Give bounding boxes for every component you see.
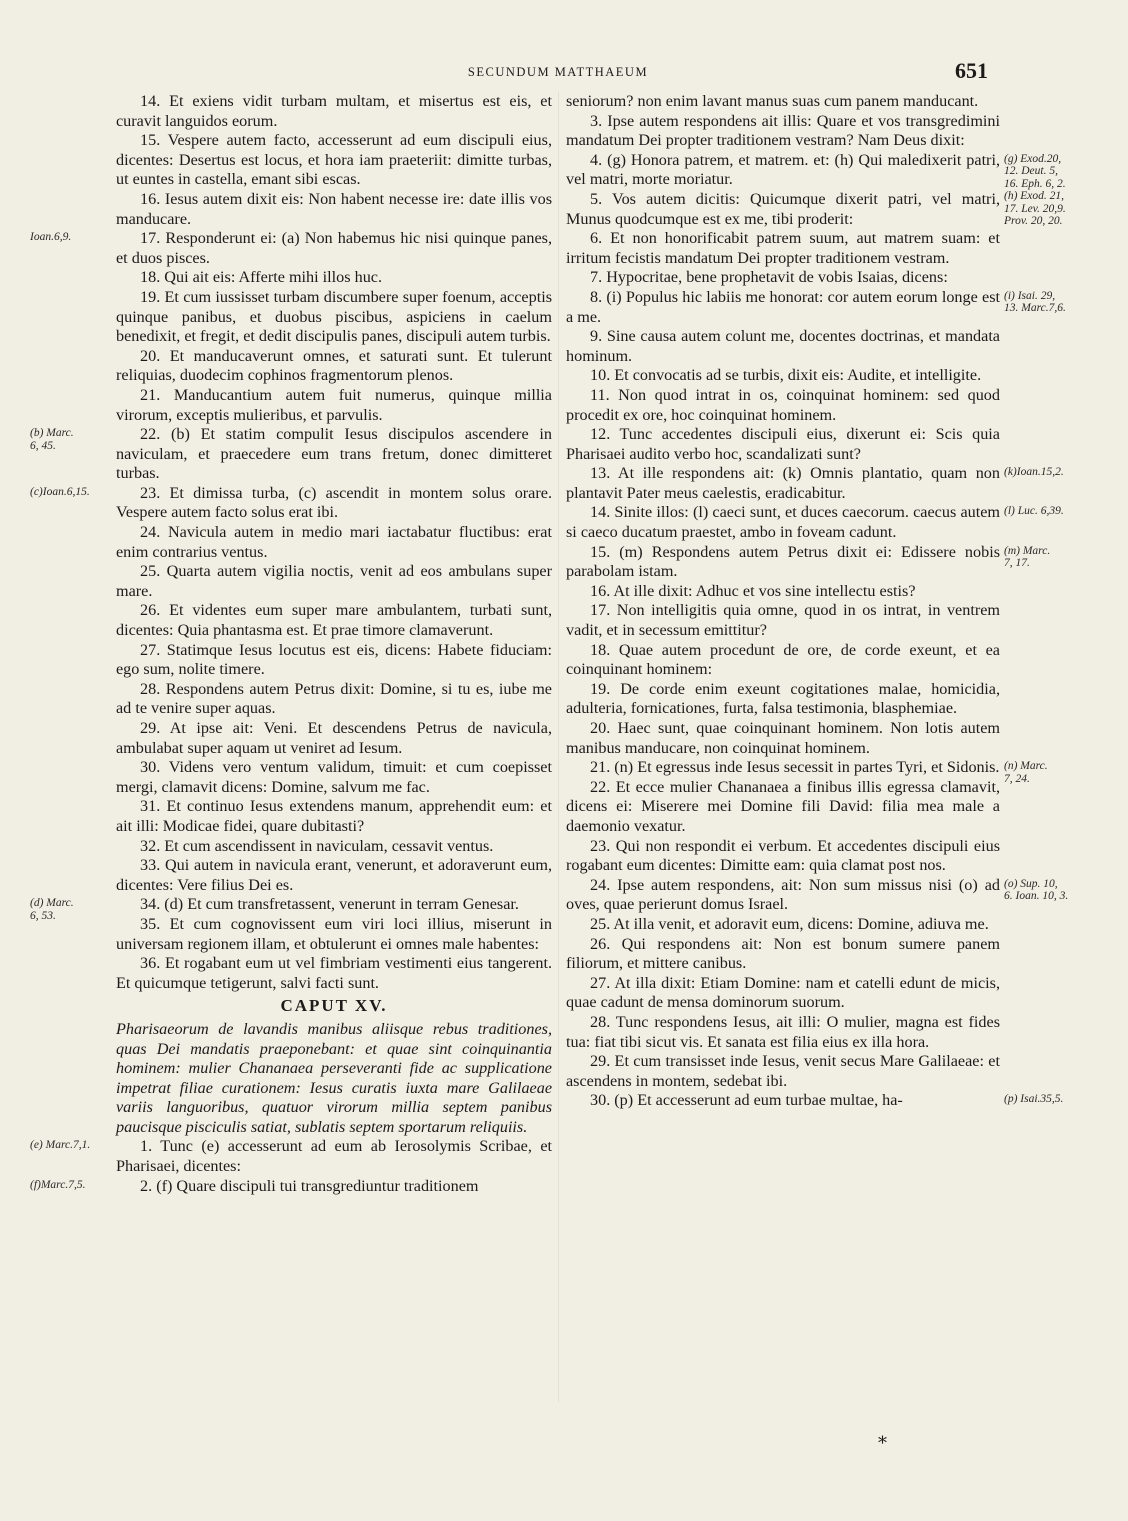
verse-text: 15. (m) Respondens autem Petrus dixit ei: Edissere nobis parabolam istam. — [566, 542, 1000, 581]
verse — [116, 758, 552, 797]
chapter-verse-list — [30, 1137, 552, 1196]
verse — [566, 758, 1048, 785]
verse-text: 6. Et non honorificabit patrem suum, aut matrem suam: et irritum fecistis mandatum Dei propter traditionem vestram. — [566, 229, 1000, 267]
verse-text: 32. Et cum ascendissent in naviculam, cessavit ventus. — [140, 836, 494, 855]
verse — [30, 1137, 552, 1176]
verse-text: 18. Qui ait eis: Afferte mihi illos huc. — [140, 268, 383, 287]
verse-text: 16. Iesus autem dixit eis: Non habent necesse ire: date illis vos manducare. — [116, 189, 552, 228]
page-number: 651 — [955, 58, 988, 83]
verse — [566, 386, 1000, 425]
ornament-asterisk: * — [878, 1433, 887, 1454]
verse-text: 1. Tunc (e) accesserunt ad eum ab Ierosolymis Scribae, et Pharisaei, dicentes: — [116, 1137, 552, 1176]
verse — [566, 425, 1000, 464]
verse — [566, 935, 1000, 974]
margin-note: (b) Marc. 6, 45. — [30, 427, 74, 452]
verse — [566, 287, 1066, 327]
verse-text: 23. Et dimissa turba, (c) ascendit in montem solus orare. Vespere autem facto solus erat ibi. — [116, 483, 552, 522]
margin-note: (p) Isai.35,5. — [1004, 1093, 1064, 1106]
verse-text: 20. Haec sunt, quae coinquinant hominem. Non lotis autem manibus manducare, non coinquinat hominem. — [566, 719, 1000, 757]
verse — [116, 915, 552, 954]
verse — [566, 601, 1000, 640]
verse — [566, 92, 1000, 112]
column-divider — [558, 92, 559, 1402]
verse — [566, 582, 1000, 602]
verse — [566, 719, 1000, 758]
verse — [566, 366, 1000, 386]
verse-text: 27. At illa dixit: Etiam Domine: nam et catelli edunt de micis, quae cadunt de mensa dominorum suorum. — [566, 973, 1000, 1012]
verse — [566, 229, 1000, 268]
margin-note: (e) Marc.7,1. — [30, 1139, 91, 1152]
verse-text: 14. Sinite illos: (l) caeci sunt, et duces caecorum. caecus autem si caeco ducatum praestet, ambo in foveam cadunt. — [566, 503, 1000, 542]
verse-text: 10. Et convocatis ad se turbis, dixit eis: Audite, et intelligite. — [590, 366, 982, 385]
margin-note: (o) Sup. 10, 6. Ioan. 10, 3. — [1004, 877, 1069, 903]
verse — [566, 1052, 1000, 1091]
verse — [116, 131, 552, 190]
verse — [116, 641, 552, 680]
verse-text: 19. De corde enim exeunt cogitationes malae, homicidia, adulteria, fornicationes, furta, falsa testimonia, blasphemiae. — [566, 679, 1000, 718]
margin-note: (k)Ioan.15,2. — [1004, 466, 1064, 479]
verse — [566, 680, 1000, 719]
verse-text: 30. (p) Et accesserunt ad eum turbae multae, ha- — [590, 1091, 903, 1110]
margin-note: (d) Marc. 6, 53. — [30, 897, 74, 922]
verse-text: 3. Ipse autem respondens ait illis: Quare et vos transgredimini mandatum Dei propter traditionem vestram? Nam Deus dixit: — [566, 111, 1000, 150]
verse-text: 16. At ille dixit: Adhuc et vos sine intellectu estis? — [590, 581, 916, 600]
verse-text: 24. Navicula autem in medio mari iactabatur fluctibus: erat enim contrarius ventus. — [116, 523, 552, 561]
left-column — [30, 92, 552, 1196]
verse — [30, 1176, 552, 1197]
verse-text: 27. Statimque Iesus locutus est eis, dicens: Habete fiduciam: ego sum, nolite timere. — [116, 640, 552, 679]
verse — [116, 856, 552, 895]
verse-text: 28. Respondens autem Petrus dixit: Domine, si tu es, iube me ad te venire super aquas. — [116, 679, 552, 718]
right-column — [566, 92, 1069, 1111]
verse — [566, 327, 1000, 366]
verse-text: 24. Ipse autem respondens, ait: Non sum missus nisi (o) ad oves, quae perierunt domus Israel. — [566, 875, 1000, 914]
verse — [566, 837, 1000, 876]
verse-text: 25. Quarta autem vigilia noctis, venit ad eos ambulans super mare. — [116, 562, 552, 600]
verse — [566, 1091, 1064, 1111]
verse-text: 11. Non quod intrat in os, coinquinat hominem: sed quod procedit ex ore, hoc coinquinat hominem. — [566, 385, 1000, 424]
verse-text: 9. Sine causa autem colunt me, docentes doctrinas, et mandata hominum. — [566, 327, 1000, 365]
verse — [116, 288, 552, 347]
verse — [116, 562, 552, 601]
verse — [30, 425, 552, 484]
verse — [566, 268, 1000, 288]
verse-text: 34. (d) Et cum transfretassent, venerunt in terram Genesar. — [140, 895, 519, 914]
verse-text: 29. Et cum transisset inde Iesus, venit secus Mare Galilaeae: et ascendens in montem, sedebat ibi. — [566, 1052, 1000, 1090]
page-header — [0, 58, 1128, 88]
verse — [566, 974, 1000, 1013]
verse — [566, 464, 1064, 503]
verse-text: 5. Vos autem dicitis: Quicumque dixerit patri, vel matri, Munus quodcumque est ex me, tibi proderit: — [566, 189, 1000, 228]
verse-text: 14. Et exiens vidit turbam multam, et misertus est eis, et curavit languidos eorum. — [116, 92, 552, 130]
right-verse-list — [566, 92, 1069, 1111]
verse — [30, 895, 552, 922]
chapter-heading: CAPUT XV. — [280, 996, 388, 1016]
verse — [566, 915, 1000, 935]
margin-note: (g) Exod.20, 12. Deut. 5, 16. Eph. 6, 2. (h) Exod. 21, 17. Lev. 20,9. Prov. 20, 20. — [1004, 152, 1066, 228]
margin-note: (n) Marc. 7, 24. — [1004, 760, 1048, 785]
verse-text: 21. Manducantium autem fuit numerus, quinque millia virorum, exceptis mulieribus, et parvulis. — [116, 385, 552, 424]
verse-text: 13. At ille respondens ait: (k) Omnis plantatio, quam non plantavit Pater meus caelestis, eradicabitur. — [566, 464, 1000, 502]
verse — [116, 601, 552, 640]
margin-note: (l) Luc. 6,39. — [1004, 505, 1064, 518]
verse — [566, 112, 1000, 151]
verse-text: 17. Responderunt ei: (a) Non habemus hic nisi quinque panes, et duos pisces. — [116, 229, 552, 267]
verse-text: 12. Tunc accedentes discipuli eius, dixerunt ei: Scis quia Pharisaei audito verbo hoc, scandalizati sunt? — [566, 425, 1000, 463]
verse-text: 4. (g) Honora patrem, et matrem. et: (h) Qui maledixerit patri, vel matri, morte moriatur. — [566, 150, 1000, 189]
verse-text: 2. (f) Quare discipuli tui transgrediuntur traditionem — [140, 1176, 479, 1195]
verse — [566, 190, 1000, 229]
verse — [116, 347, 552, 386]
verse-text: 25. At illa venit, et adoravit eum, dicens: Domine, adiuva me. — [590, 914, 989, 933]
verse-text: 21. (n) Et egressus inde Iesus secessit in partes Tyri, et Sidonis. — [590, 758, 1000, 777]
verse — [116, 92, 552, 131]
verse-text: 20. Et manducaverunt omnes, et saturati sunt. Et tulerunt reliquias, duodecim cophinos fragmentorum plenos. — [116, 346, 552, 385]
verse-text: 23. Qui non respondit ei verbum. Et accedentes discipuli eius rogabant eum dicentes: Dimitte eam: quia clamat post nos. — [566, 836, 1000, 875]
verse-text: 8. (i) Populus hic labiis me honorat: cor autem eorum longe est a me. — [566, 287, 1000, 326]
verse-text: 30. Videns vero ventum validum, timuit: et cum coepisset mergi, clamavit dicens: Domine, salvum me fac. — [116, 758, 552, 796]
verse — [116, 719, 552, 758]
verse — [566, 503, 1064, 542]
verse-text: 18. Quae autem procedunt de ore, de corde exeunt, et ea coinquinant hominem: — [566, 640, 1000, 679]
verse-text: 36. Et rogabant eum ut vel fimbriam vestimenti eius tangerent. Et quicumque tetigerunt, salvi facti sunt. — [116, 954, 552, 992]
verse — [30, 483, 552, 523]
verse-text: 17. Non intelligitis quia omne, quod in os intrat, in ventrem vadit, et in secessum emittitur? — [566, 601, 1000, 640]
left-verse-list — [30, 92, 552, 993]
verse-text: 31. Et continuo Iesus extendens manum, apprehendit eum: et ait illi: Modicae fidei, quare dubitasti? — [116, 797, 552, 835]
verse — [566, 542, 1051, 582]
verse-text: 15. Vespere autem facto, accesserunt ad eum discipuli eius, dicentes: Desertus est locus, et hora iam praeteriit: dimitte turbas, ut euntes in castella, emant sibi escas. — [116, 131, 552, 189]
verse — [30, 229, 552, 268]
verse — [116, 268, 552, 288]
verse — [116, 523, 552, 562]
verse-text: 22. (b) Et statim compulit Iesus discipulos ascendere in naviculam, et praecedere eum trans fretum, donec dimitteret turbas. — [116, 425, 552, 483]
verse — [116, 797, 552, 836]
margin-note: (f)Marc.7,5. — [30, 1178, 86, 1191]
verse — [116, 386, 552, 425]
verse — [566, 778, 1000, 837]
verse-text: 19. Et cum iussisset turbam discumbere super foenum, acceptis quinque panibus, et duobus piscibus, aspiciens in caelum benedixit, et fregit, et dedit discipulis panes, discipuli autem turbis. — [116, 287, 552, 346]
verse — [566, 875, 1069, 915]
chapter-summary: Pharisaeorum de lavandis manibus aliisque rebus traditiones, quas Dei mandatis praeponebant: et quae sint coinquinantia hominem: mulier Chananaea perseveranti fide ac supplicatione impetrat filiae curationem: Iesus curatis iuxta mare Galilaeae variis languoribus, quatuor virorum millia septem panibus paucisque pisciculis satiat, sublatis septem sportarum reliquiis. — [116, 1019, 552, 1136]
verse — [566, 1013, 1000, 1052]
verse — [116, 680, 552, 719]
verse — [116, 190, 552, 229]
verse-text: 26. Et videntes eum super mare ambulantem, turbati sunt, dicentes: Quia phantasma est. Et prae timore clamaverunt. — [116, 601, 552, 640]
verse-text: 7. Hypocritae, bene prophetavit de vobis Isaias, dicens: — [590, 268, 948, 287]
verse-text: 22. Et ecce mulier Chananaea a finibus illis egressa clamavit, dicens ei: Miserere mei Domine fili David: filia mea male a daemonio vexatur. — [566, 777, 1000, 835]
verse-text: seniorum? non enim lavant manus suas cum panem manducant. — [566, 92, 979, 110]
margin-note: Ioan.6,9. — [30, 231, 72, 244]
verse — [116, 954, 552, 993]
verse-text: 33. Qui autem in navicula erant, venerunt, et adoraverunt eum, dicentes: Vere filius Dei es. — [116, 856, 552, 894]
verse-text: 35. Et cum cognovissent eum viri loci illius, miserunt in universam regionem illam, et obtulerunt ei omnes male habentes: — [116, 914, 552, 953]
verse-text: 29. At ipse ait: Veni. Et descendens Petrus de navicula, ambulabat super aquam ut veniret ad Iesum. — [116, 719, 552, 757]
running-head: SECUNDUM MATTHAEUM — [467, 65, 649, 79]
verse — [566, 641, 1000, 680]
verse — [116, 837, 552, 857]
margin-note: (i) Isai. 29, 13. Marc.7,6. — [1004, 289, 1066, 315]
verse-text: 28. Tunc respondens Iesus, ait illi: O mulier, magna est fides tua: fiat tibi sicut vis. Et sanata est filia eius ex illa hora. — [566, 1012, 1000, 1051]
margin-note: (m) Marc. 7, 17. — [1004, 544, 1051, 570]
verse-text: 26. Qui respondens ait: Non est bonum sumere panem filiorum, et mittere canibus. — [566, 934, 1000, 973]
margin-note: (c)Ioan.6,15. — [30, 485, 90, 498]
